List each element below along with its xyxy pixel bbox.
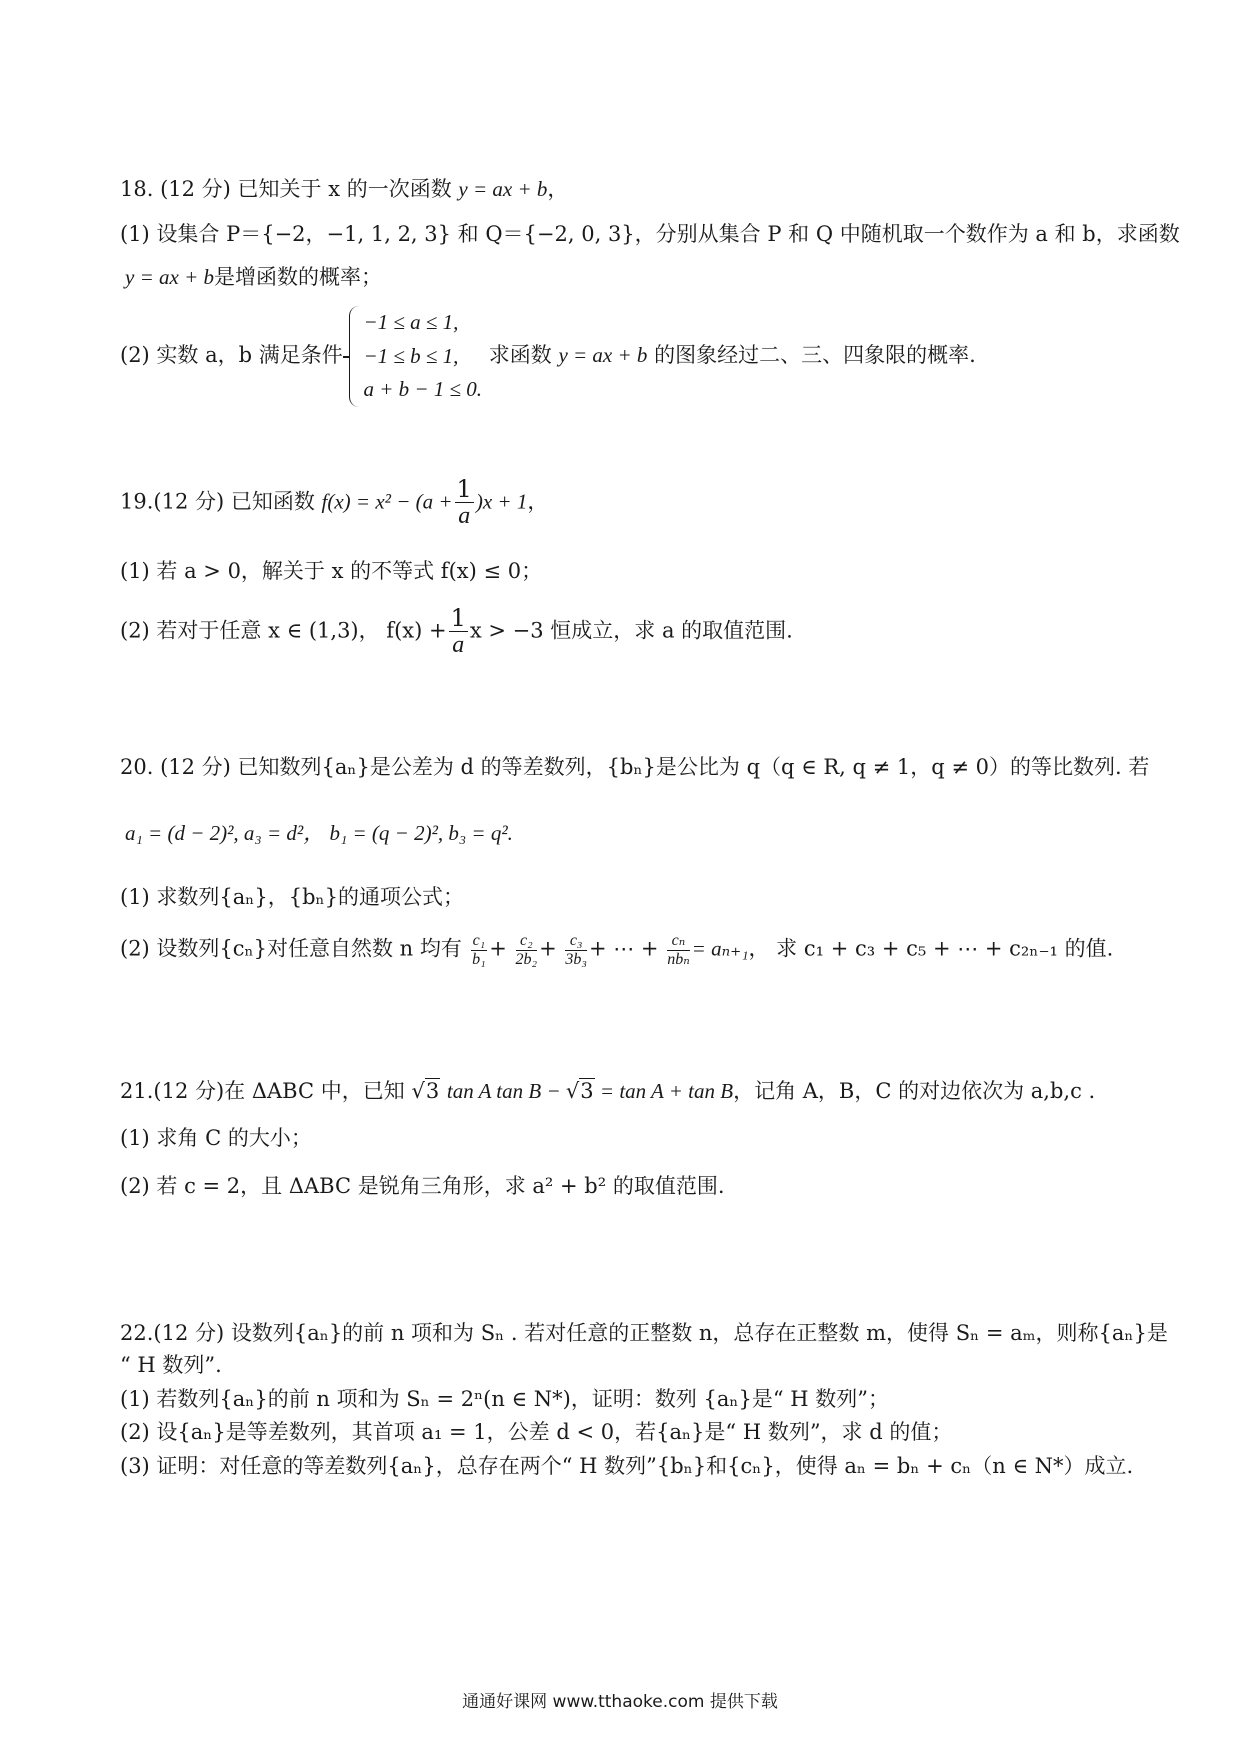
q21-header xyxy=(120,1078,1095,1104)
q22-part3: (3) 证明：对任意的等差数列{aₙ}，总存在两个“ H 数列”{bₙ}和{cₙ}，使得 aₙ = bₙ + cₙ（n ∈ N*）成立. xyxy=(120,1454,1134,1478)
q20-plus-1: + xyxy=(489,936,507,961)
brace-icon xyxy=(349,306,360,407)
q18-header-prefix: 18. (12 分) 已知关于 x 的一次函数 xyxy=(120,177,459,201)
q20-term-3-den: 3b₃ xyxy=(565,950,587,968)
q20-term-3-num: c₃ xyxy=(565,932,587,951)
q20-term-2-den: 2b₂ xyxy=(515,950,538,968)
q19-header xyxy=(120,476,548,530)
q20-header: 20. (12 分) 已知数列{aₙ}是公差为 d 的等差数列，{bₙ}是公比为 q（q ∈ R, q ≠ 1，q ≠ 0）的等比数列. 若 xyxy=(120,755,1150,779)
q20-conditions: a₁ = (d − 2)², a₃ = d²， b₁ = (q − 2)², b₃ = q². xyxy=(125,821,513,845)
q18-part1-function: y = ax + b xyxy=(125,265,214,289)
q21-part1: (1) 求角 C 的大小； xyxy=(120,1126,312,1150)
q19-part2-suffix: x > −3 恒成立，求 a 的取值范围. xyxy=(469,618,793,643)
q20-term-n xyxy=(667,932,689,968)
q22-part2: (2) 设{aₙ}是等差数列，其首项 a₁ = 1，公差 d < 0，若{aₙ}是“ H 数列”，求 d 的值； xyxy=(120,1420,953,1444)
q20-term-1-num: c₁ xyxy=(472,932,486,949)
q19-func-left: f(x) = x² − (a + xyxy=(321,489,453,514)
q18-part2-function: y = ax + b xyxy=(558,342,648,367)
q20-part2-prefix: (2) 设数列{cₙ}对任意自然数 n 均有 xyxy=(120,936,462,961)
q20-term-n-num: cₙ xyxy=(667,932,689,951)
q18-part1-line1: (1) 设集合 P＝{−2，−1, 1, 2, 3} 和 Q＝{−2, 0, 3}，分别从集合 P 和 Q 中随机取一个数作为 a 和 b，求函数 xyxy=(120,222,1180,246)
q18-function: y = ax + b xyxy=(458,177,548,201)
q18-part1-line2 xyxy=(125,264,382,290)
q21-sqrt-1: 3 xyxy=(425,1079,440,1103)
q19-frac-den: a xyxy=(458,503,471,530)
q18-header-suffix: ， xyxy=(547,177,569,201)
q18-part2-mid: 求函数 xyxy=(488,342,559,367)
q19-func-right: )x + 1 xyxy=(475,489,528,514)
q19-part2-prefix: (2) 若对于任意 x ∈ (1,3)， f(x) + xyxy=(120,618,447,643)
q20-dots: + ⋯ + xyxy=(588,936,659,961)
q20-part2 xyxy=(120,932,1113,968)
q22-part1: (1) 若数列{aₙ}的前 n 项和为 Sₙ = 2ⁿ(n ∈ N*)，证明：数列 {aₙ}是“ H 数列”； xyxy=(120,1387,889,1411)
q20-plus-2: + xyxy=(539,936,557,961)
q22-header: 22.(12 分) 设数列{aₙ}的前 n 项和为 Sₙ . 若对任意的正整数 n，总存在正整数 m，使得 Sₙ = aₘ，则称{aₙ}是 xyxy=(120,1321,1168,1345)
q19-header-prefix: 19.(12 分) 已知函数 xyxy=(120,489,322,514)
q19-fraction xyxy=(455,476,474,530)
q19-part2-frac-num: 1 xyxy=(450,604,466,632)
q20-term-2-num: c₂ xyxy=(516,932,538,951)
q20-part2-suffix: ， 求 c₁ + c₃ + c₅ + ⋯ + c₂ₙ₋₁ 的值. xyxy=(748,936,1114,961)
q18-part1-text: 是增函数的概率； xyxy=(213,265,382,289)
q19-header-suffix: ， xyxy=(527,489,549,514)
q20-term-3 xyxy=(565,932,587,968)
q18-header xyxy=(120,176,568,202)
q20-part1: (1) 求数列{aₙ}，{bₙ}的通项公式； xyxy=(120,885,464,909)
q21-equation-tail: = tan A + tan B xyxy=(594,1079,734,1103)
q18-part2 xyxy=(120,306,976,407)
q18-condition-1: −1 ≤ a ≤ 1, xyxy=(363,310,459,334)
q21-header-suffix: ，记角 A，B，C 的对边依次为 a,b,c . xyxy=(733,1079,1096,1103)
q22-header-2: “ H 数列”. xyxy=(120,1353,222,1377)
q19-part1: (1) 若 a > 0，解关于 x 的不等式 f(x) ≤ 0； xyxy=(120,559,543,583)
q18-part2-suffix: 的图象经过二、三、四象限的概率. xyxy=(647,342,976,367)
sqrt-icon: √3 xyxy=(565,1079,594,1103)
q20-term-n-den: nbₙ xyxy=(667,950,690,968)
q21-equation: tan A tan B − xyxy=(446,1079,566,1103)
q19-part2-fraction xyxy=(449,605,468,659)
q21-sqrt-2: 3 xyxy=(580,1079,594,1103)
q19-part2-frac-den: a xyxy=(452,632,465,659)
q19-frac-num: 1 xyxy=(456,475,472,503)
q19-part2 xyxy=(120,605,793,659)
q20-equals: = aₙ₊₁ xyxy=(691,936,749,961)
q18-condition-2: −1 ≤ b ≤ 1, xyxy=(363,343,459,368)
footer-credit: 通通好课网 www.tthaoke.com 提供下载 xyxy=(462,1692,778,1712)
q20-term-1 xyxy=(471,932,488,968)
q18-part2-prefix: (2) 实数 a，b 满足条件 xyxy=(120,342,343,367)
sqrt-icon: √3 xyxy=(411,1079,440,1103)
q21-part2: (2) 若 c = 2，且 ΔABC 是锐角三角形，求 a² + b² 的取值范围. xyxy=(120,1174,725,1198)
q18-condition-3: a + b − 1 ≤ 0. xyxy=(363,377,483,402)
q20-term-1-den: b₁ xyxy=(472,950,486,968)
q18-condition-system xyxy=(349,306,482,407)
q20-term-2 xyxy=(516,932,538,968)
q21-header-prefix: 21.(12 分)在 ΔABC 中，已知 xyxy=(120,1079,412,1103)
